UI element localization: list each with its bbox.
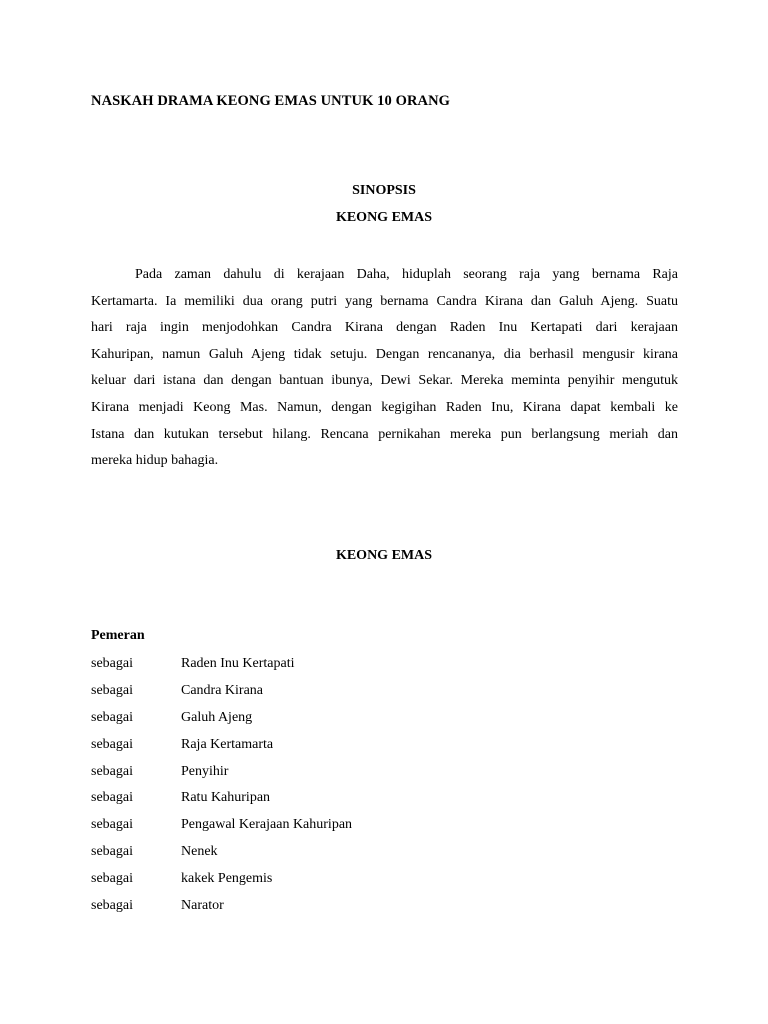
synopsis-line: mereka hidup bahagia. <box>91 453 219 469</box>
cast-prefix: sebagai <box>91 817 133 833</box>
cast-role: Narator <box>181 898 224 914</box>
cast-role: Galuh Ajeng <box>181 709 253 725</box>
cast-prefix: sebagai <box>91 656 133 671</box>
cast-prefix: sebagai <box>91 844 133 860</box>
cast-role: Raja Kertamarta <box>181 736 274 752</box>
document-title: NASKAH DRAMA KEONG EMAS UNTUK 10 ORANG <box>91 93 451 109</box>
cast-prefix: sebagai <box>91 682 133 698</box>
cast-role: Ratu Kahuripan <box>181 790 271 806</box>
cast-prefix: sebagai <box>91 898 133 914</box>
synopsis-line: Pada zaman dahulu di kerajaan Daha, hiduplah seorang raja yang bernama Raja <box>135 267 678 282</box>
cast-heading: Pemeran <box>91 628 145 643</box>
cast-prefix: sebagai <box>91 763 133 779</box>
synopsis-line: Istana dan kutukan tersebut hilang. Rencana pernikahan mereka pun berlangsung meriah dan <box>91 426 678 442</box>
synopsis-subheading: KEONG EMAS <box>335 210 433 225</box>
cast-prefix: sebagai <box>91 736 133 752</box>
cast-role: Pengawal Kerajaan Kahuripan <box>181 817 353 833</box>
synopsis-paragraph <box>91 262 678 475</box>
cast-role: kakek Pengemis <box>181 871 273 887</box>
synopsis-line: keluar dari istana dan dengan bantuan ibunya, Dewi Sekar. Mereka meminta penyihir mengutuk <box>91 373 678 389</box>
synopsis-line: Kirana menjadi Keong Mas. Namun, dengan kegigihan Raden Inu, Kirana dapat kembali ke <box>91 399 678 415</box>
synopsis-line: Kertamarta. Ia memiliki dua orang putri yang bernama Candra Kirana dan Galuh Ajeng. Suatu <box>91 293 678 309</box>
cast-prefix: sebagai <box>91 790 133 806</box>
cast-role: Candra Kirana <box>181 682 264 698</box>
synopsis-line: Kahuripan, namun Galuh Ajeng tidak setuju. Dengan rencananya, dia berhasil mengusir kirana <box>91 346 678 362</box>
synopsis-line: hari raja ingin menjodohkan Candra Kirana dengan Raden Inu Kertapati dari kerajaan <box>91 320 678 336</box>
cast-prefix: sebagai <box>91 871 133 887</box>
cast-prefix: sebagai <box>91 709 133 725</box>
cast-role: Nenek <box>181 844 218 860</box>
cast-role: Penyihir <box>181 763 229 779</box>
cast-role: Raden Inu Kertapati <box>181 656 295 671</box>
synopsis-heading: SINOPSIS <box>352 183 416 198</box>
story-heading: KEONG EMAS <box>335 548 433 563</box>
